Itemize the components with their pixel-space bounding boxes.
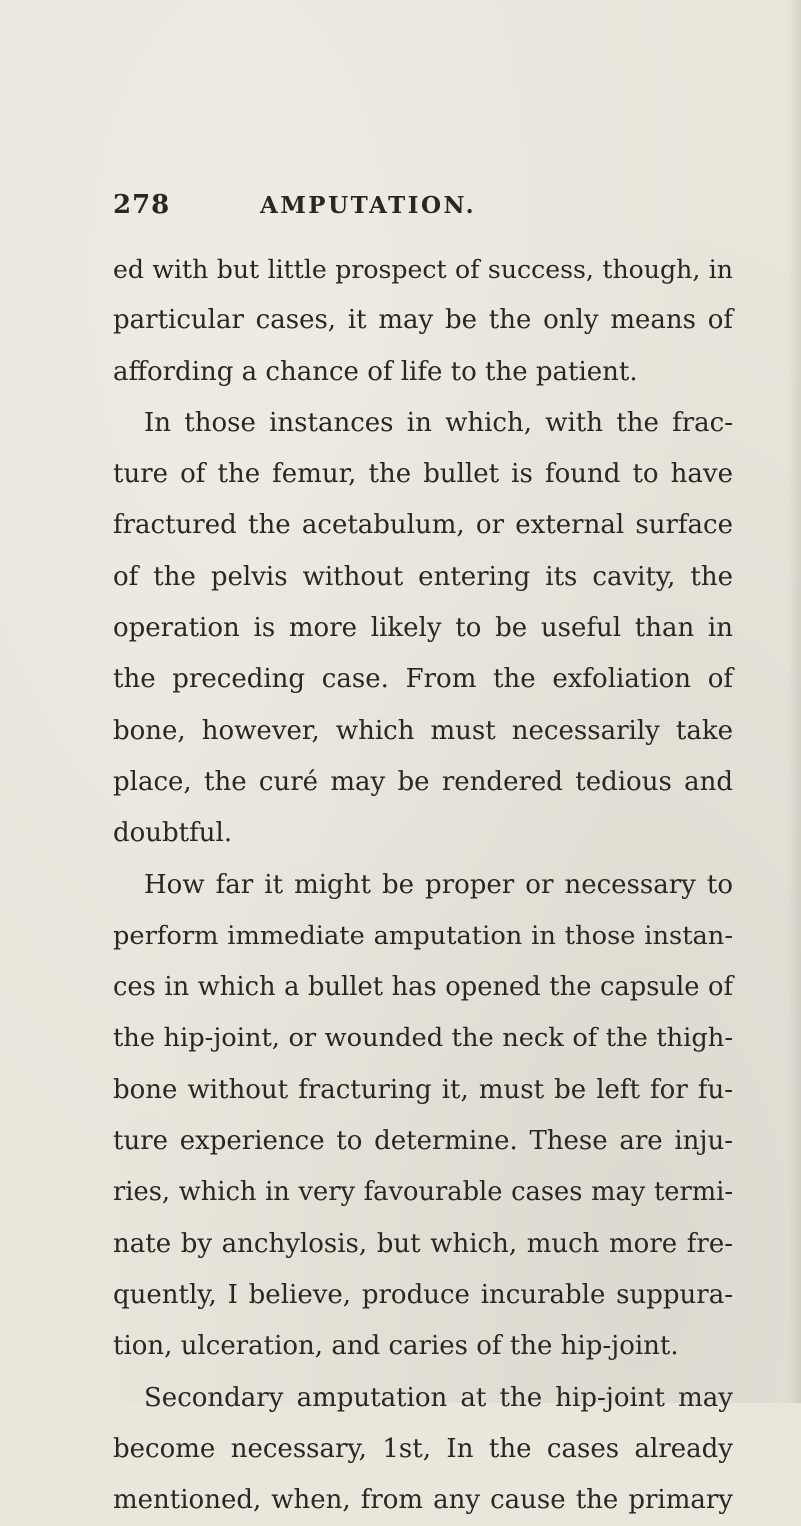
text-line: ed with but little prospect of success, though, in (113, 255, 733, 284)
paragraph-start-line: In those instances in which, with the frac- (144, 407, 733, 438)
text-line: the preceding case. From the exfoliation of (113, 664, 733, 695)
text-line: become necessary, 1st, In the cases already (113, 1433, 733, 1464)
text-line: ries, which in very favourable cases may termi- (113, 1177, 733, 1208)
text-line: operation is more likely to be useful than in (113, 613, 733, 644)
text-line: bone without fracturing it, must be left for fu- (113, 1074, 733, 1105)
text-line: particular cases, it may be the only means of (113, 305, 733, 336)
text-line: the hip-joint, or wounded the neck of the thigh- (113, 1023, 733, 1054)
running-head (113, 190, 733, 230)
paragraph-start-line: How far it might be proper or necessary to (144, 869, 733, 900)
body-text (113, 244, 733, 1526)
text-line: nate by anchylosis, but which, much more fre- (113, 1228, 733, 1259)
text-line: ture of the femur, the bullet is found to have (113, 459, 733, 490)
text-line: perform immediate amputation in those instan- (113, 920, 733, 951)
paragraph-start-line: Secondary amputation at the hip-joint may (144, 1382, 733, 1413)
running-title: AMPUTATION. (260, 192, 477, 219)
text-line: ces in which a bullet has opened the capsule of (113, 972, 733, 1003)
page-edge-shadow (787, 0, 801, 1403)
text-line: quently, I believe, produce incurable suppura- (113, 1279, 733, 1310)
text-line: tion, ulceration, and caries of the hip-joint. (113, 1331, 679, 1362)
page-number: 278 (113, 190, 171, 220)
text-line: fractured the acetabulum, or external surface (113, 510, 733, 541)
text-line: of the pelvis without entering its cavity, the (113, 561, 733, 592)
text-line: ture experience to determine. These are inju- (113, 1126, 733, 1157)
text-line: affording a chance of life to the patient. (113, 356, 638, 387)
text-line: mentioned, when, from any cause the primary (113, 1485, 733, 1516)
text-line: bone, however, which must necessarily take (113, 715, 733, 746)
text-line: doubtful. (113, 818, 233, 849)
text-line: place, the curé may be rendered tedious and (113, 766, 733, 797)
